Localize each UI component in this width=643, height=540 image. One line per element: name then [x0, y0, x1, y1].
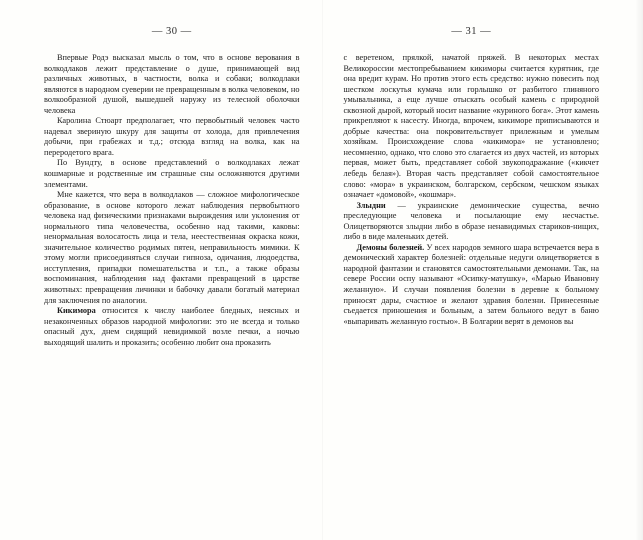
body-text-left: [44, 53, 300, 348]
paragraph-continued: [344, 53, 600, 201]
paragraph: [44, 190, 300, 306]
paragraph-text: Впервые Родэ высказал мысль о том, что в основе верования в волкодлаков лежит представление о душе, принимающей вид различных животных, в частности, волка и собаки; волкодлаки являются в народном суеверии не превращенным в волка человеком, но волкообразной душой, вышедшей наружу из телесной оболочки человека: [44, 53, 300, 115]
paragraph-demony-bolezney: [344, 243, 600, 327]
paragraph-text: По Вундту, в основе представлений о волкодлаках лежат кошмарные и родственные им страшные сны осложняются другими элементами.: [44, 158, 300, 189]
paragraph: [44, 116, 300, 158]
page-number-left: — 30 —: [151, 26, 192, 37]
paragraph-kikimora: [44, 306, 300, 348]
paragraph-text: с веретеном, прялкой, начатой пряжей. В некоторых местах Великороссии местопребыванием кикиморы считается курятник, где она вредит курам. Но против этого есть средство: нужно повесить под шестком лоскутья кумача или горлышко от разбитого глиняного умывальника, а еще лучше отыскать особый камень с природной сквозной дырой, который носит название «куриного бога». Этот камень прикрепляют к насесту. Иногда, впрочем, кикиморе приписываются и добрые качества: она покровительствует прилежным и умелым хозяйкам. Происхождение слова «кикимора» не установлено; несомненно, однако, что слово это слагается из двух частей, из которых первая, может быть, представляет собой звукоподражание («кикчет лебедь белая»). Вторая часть представляет собой самостоятельное слово: «мора» в украинском, болгарском, сербском, чешском языках означает «домовой», «кошмар».: [343, 53, 599, 200]
term-lead-in: Злыдни: [356, 200, 386, 210]
page-number-right: — 31 —: [451, 26, 492, 37]
term-lead-in: Кикимора: [57, 306, 96, 316]
page-right: [322, 0, 643, 540]
paragraph-text: — украинские демонические существа, вечно преследующие человека и посылающие ему несчастье. Олицетворяются злыдни либо в образе ненавидимых стариков-нищих, либо в виде маленьких детей.: [343, 200, 599, 242]
paragraph-zlydni: [344, 201, 600, 243]
paragraph: [44, 53, 300, 116]
paragraph: [44, 158, 300, 190]
paragraph-text: Мне кажется, что вера в волкодлаков — сложное мифологическое образование, в основе которого лежат наблюдения первобытного человека над физическими признаками вырождения или уклонения от нормального типа человечества, особенно над такими, каковы: ненормальная волосатость лица и тела, неестественная окраска кожи, значительное количество родимых пятен, неправильность мимики. К этому могли присоединяться случаи гипноза, одичания, людоедства, исступления, припадки помешательства и т.п., а также образы воспоминания, наблюдения над фактами превращений в царстве животных: превращения личинки и бабочку давали богатый материал для заключения по аналогии.: [44, 190, 300, 305]
term-lead-in: Демоны болезней.: [356, 242, 425, 252]
body-text-right: [344, 53, 600, 327]
paragraph-text: У всех народов земного шара встречается вера в демонический характер болезней: отдельные недуги олицетворяется в народной фантазии и становятся самостоятельными демонами. Так, на севере России оспу называют «Осипку-матушку», «Марью Ивановну желанную». И случаи появления болезни в деревне к больному приносят дары, счастное и желают здравия болезни. Принесенные съедается приношения и больным, а затем больного ведут в баню «выпаривать желанную гостью». В Болгарии верят в демонов вы: [343, 242, 599, 326]
paragraph-text: Каролина Стюарт предполагает, что первобытный человек часто надевал звериную шкуру для защиты от холода, для привлечения добычи, при грабежах и т.д.; отсюда взгляд на волка, как на переродетого врага.: [44, 116, 300, 157]
paragraph-text: относится к числу наиболее бледных, неясных и незаконченных образов народной мифологии: это не всегда и только опасный дух, днем сидящий невидимкой возле печки, а ночью выходящий шалить и проказить; особенно любит она проказить: [44, 306, 300, 347]
